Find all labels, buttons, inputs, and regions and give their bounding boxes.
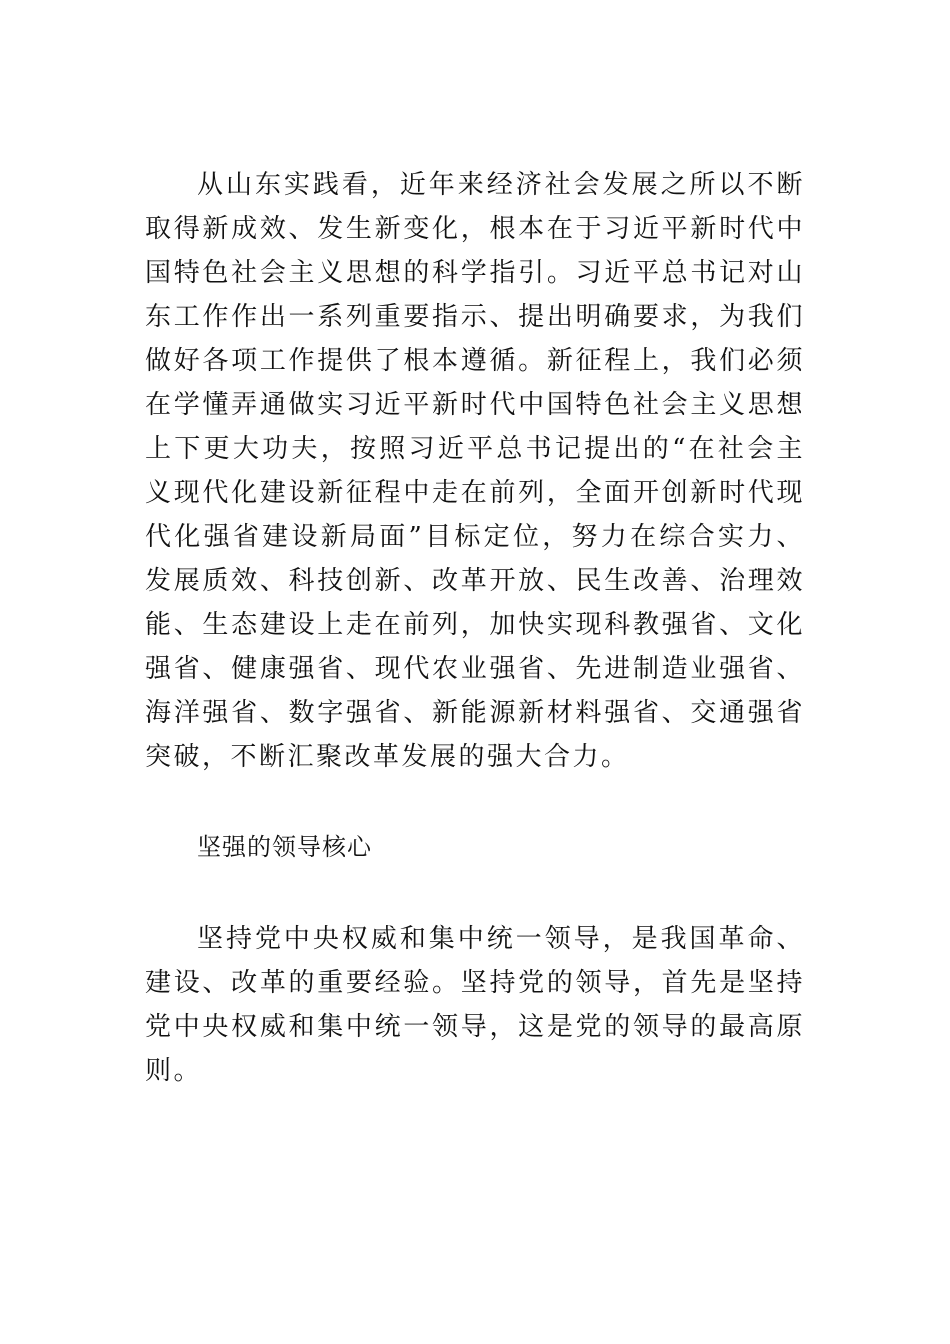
body-paragraph-shandong-practice: 从山东实践看，近年来经济社会发展之所以不断取得新成效、发生新变化，根本在于习近平新时代中国特色社会主义思想的科学指引。习近平总书记对山东工作作出一系列重要指示、提出明确要求，为我们做好各项工作提供了根本遵循。新征程上，我们必须在学懂弄通做实习近平新时代中国特色社会主义思想上下更大功夫，按照习近平总书记提出的“在社会主义现代化建设新征程中走在前列，全面开创新时代现代化强省建设新局面”目标定位，努力在综合实力、发展质效、科技创新、改革开放、民生改善、治理效能、生态建设上走在前列，加快实现科教强省、文化强省、健康强省、现代农业强省、先进制造业强省、海洋强省、数字强省、新能源新材料强省、交通强省突破，不断汇聚改革发展的强大合力。	[145, 170, 805, 772]
section-heading: 坚强的领导核心	[197, 833, 372, 861]
body-paragraph-party-leadership: 坚持党中央权威和集中统一领导，是我国革命、建设、改革的重要经验。坚持党的领导，首先是坚持党中央权威和集中统一领导，这是党的领导的最高原则。	[145, 924, 805, 1086]
